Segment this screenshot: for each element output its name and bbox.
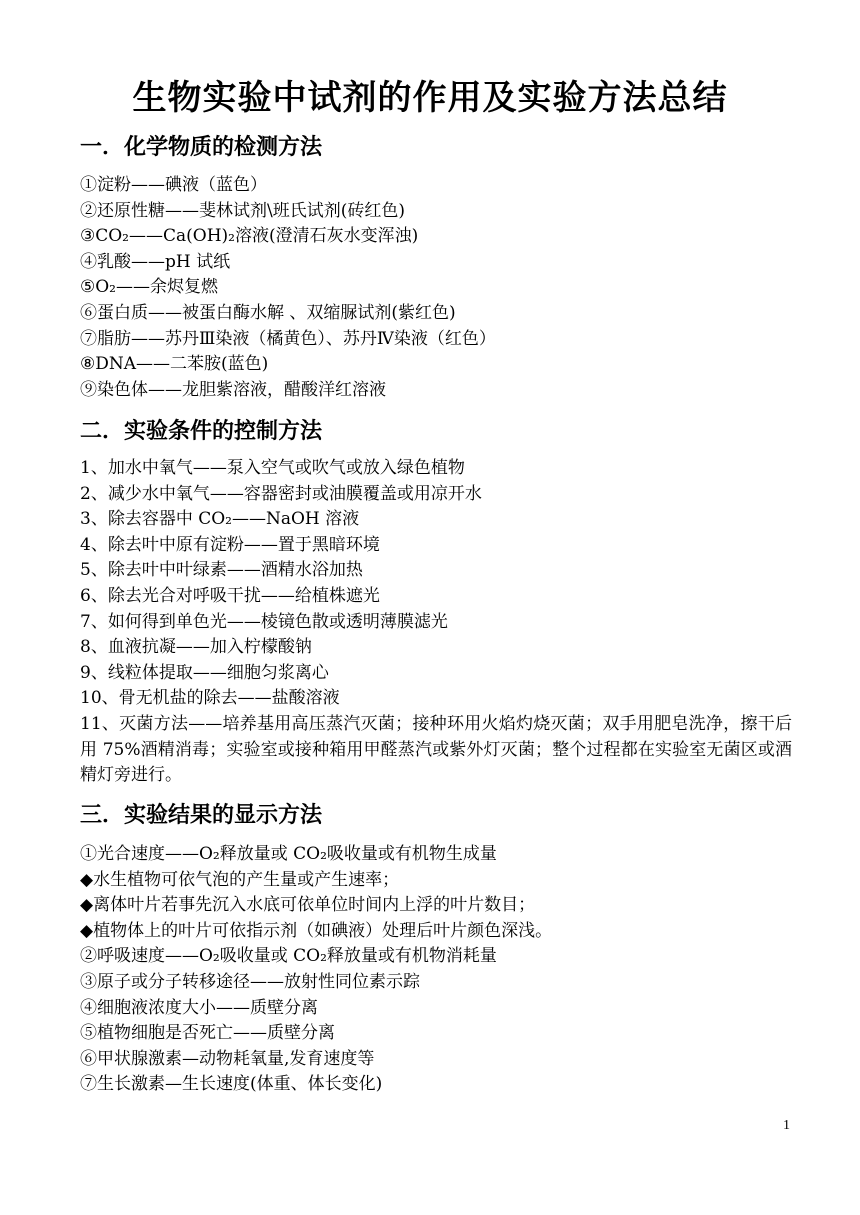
list-item: ④细胞液浓度大小——质壁分离	[80, 997, 318, 1018]
list-item: 11、灭菌方法——培养基用高压蒸汽灭菌；接种环用火焰灼烧灭菌；双手用肥皂洗净，擦干后用 75%酒精消毒；实验室或接种箱用甲醛蒸汽或紫外灯灭菌；整个过程都在实验室无菌区或酒精灯旁进行。	[80, 713, 792, 786]
list-item: 4、除去叶中原有淀粉——置于黑暗环境	[80, 534, 380, 555]
list-item: ⑨染色体——龙胆紫溶液，醋酸洋红溶液	[80, 379, 386, 400]
section-3-heading: 三．实验结果的显示方法	[80, 803, 323, 828]
list-item: ◆离体叶片若事先沉入水底可依单位时间内上浮的叶片数目；	[80, 895, 536, 916]
list-item: ②还原性糖——斐林试剂\班氏试剂(砖红色)	[80, 200, 405, 221]
list-item: ①淀粉——碘液（蓝色）	[80, 175, 267, 195]
list-item: 9、线粒体提取——细胞匀浆离心	[80, 662, 329, 683]
section-2-heading: 二．实验条件的控制方法	[80, 419, 323, 444]
page-title: 生物实验中试剂的作用及实验方法总结	[132, 78, 728, 118]
list-item: ⑦生长激素—生长速度(体重、体长变化)	[80, 1074, 383, 1095]
list-item: 10、骨无机盐的除去——盐酸溶液	[80, 688, 340, 709]
list-item: ⑧DNA——二苯胺(蓝色)	[80, 354, 269, 375]
list-item: ①光合速度——O₂释放量或 CO₂吸收量或有机物生成量	[80, 844, 497, 864]
list-item: ②呼吸速度——O₂吸收量或 CO₂释放量或有机物消耗量	[80, 946, 497, 967]
list-item: ⑥蛋白质——被蛋白酶水解 、双缩脲试剂(紫红色)	[80, 302, 456, 323]
list-item: 7、如何得到单色光——棱镜色散或透明薄膜滤光	[80, 611, 448, 632]
list-item: ⑤O₂——余烬复燃	[80, 277, 218, 298]
list-item: 1、加水中氧气——泵入空气或吹气或放入绿色植物	[80, 458, 465, 478]
list-item: ⑤植物细胞是否死亡——质壁分离	[80, 1023, 335, 1044]
section-2-list	[80, 456, 792, 789]
list-item: ◆植物体上的叶片可依指示剂（如碘液）处理后叶片颜色深浅。	[80, 920, 553, 941]
list-item: 5、除去叶中叶绿素——酒精水浴加热	[80, 560, 363, 581]
list-item: ③CO₂——Ca(OH)₂溶液(澄清石灰水变浑浊)	[80, 226, 419, 247]
section-1-list	[80, 173, 792, 403]
list-item: ③原子或分子转移途径——放射性同位素示踪	[80, 971, 420, 992]
list-item: 8、血液抗凝——加入柠檬酸钠	[80, 637, 312, 658]
list-item: 6、除去光合对呼吸干扰——给植株遮光	[80, 585, 380, 606]
list-item: 3、除去容器中 CO₂——NaOH 溶液	[80, 509, 360, 530]
section-3-list	[80, 842, 792, 1098]
list-item: ⑦脂肪——苏丹Ⅲ染液（橘黄色）、苏丹Ⅳ染液（红色）	[80, 328, 496, 349]
list-item: ④乳酸——pH 试纸	[80, 251, 231, 272]
section-1-heading: 一．化学物质的检测方法	[80, 135, 323, 160]
list-item: 2、减少水中氧气——容器密封或油膜覆盖或用凉开水	[80, 483, 482, 504]
list-item: ◆水生植物可依气泡的产生量或产生速率；	[80, 869, 400, 890]
list-item: ⑥甲状腺激素—动物耗氧量,发育速度等	[80, 1048, 375, 1069]
page-number: 1	[783, 1118, 790, 1133]
